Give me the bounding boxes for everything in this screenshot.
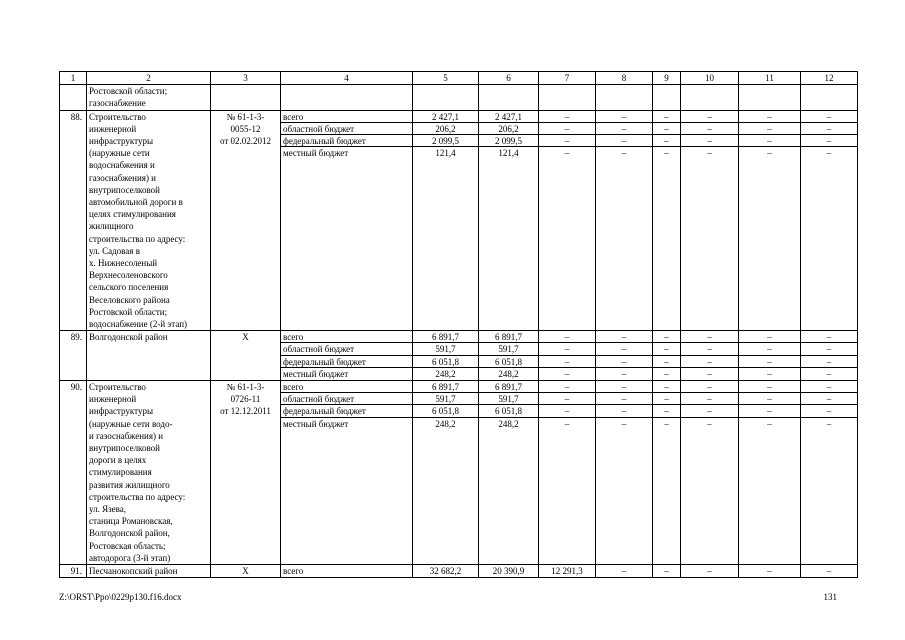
row-number: 91. — [60, 565, 87, 578]
amount-value: – — [767, 368, 772, 379]
amount-value: – — [801, 393, 857, 405]
cell-num — [60, 85, 87, 110]
funding-source: местный бюджет — [283, 418, 349, 429]
amount-value: – — [539, 405, 595, 417]
amount-value: – — [739, 135, 800, 147]
document-reference: Х — [211, 331, 281, 381]
amount-value: – — [564, 418, 570, 429]
row-number: 90. — [60, 381, 87, 565]
column-header: 7 — [539, 72, 596, 85]
amount-cell — [681, 331, 739, 381]
amount-value: – — [681, 405, 738, 417]
table-row — [60, 110, 858, 331]
amount-value: – — [801, 343, 857, 355]
amount-cell — [596, 110, 653, 331]
table-row — [60, 331, 858, 381]
funding-source: областной бюджет — [281, 393, 412, 405]
amount-cell — [596, 331, 653, 381]
amount-value: 206,2 — [413, 123, 478, 135]
amount-cell — [739, 110, 801, 331]
amount-value: – — [653, 356, 680, 368]
amount-value: – — [621, 566, 627, 577]
amount-cell — [479, 381, 539, 565]
amount-value: 6 051,8 — [413, 405, 478, 417]
funding-source: местный бюджет — [283, 368, 349, 379]
amount-cell — [596, 565, 653, 578]
amount-value: – — [826, 566, 832, 577]
amount-value: – — [653, 343, 680, 355]
amount-cell — [413, 381, 479, 565]
amount-value: – — [596, 405, 652, 417]
amount-value: – — [739, 123, 800, 135]
amount-value: – — [681, 393, 738, 405]
funding-source: федеральный бюджет — [281, 356, 412, 368]
amount-value: – — [596, 111, 652, 123]
document-reference: № 61-1-3- 0055-12 от 02.02.2012 — [211, 110, 281, 331]
amount-value: – — [653, 393, 680, 405]
amount-value: – — [596, 356, 652, 368]
funding-source-cell — [281, 381, 413, 565]
amount-value: – — [539, 331, 595, 343]
funding-source: всего — [281, 381, 412, 393]
amount-value: 591,7 — [479, 393, 538, 405]
amount-value: – — [539, 356, 595, 368]
amount-value: 121,4 — [435, 148, 456, 159]
amount-cell — [739, 381, 801, 565]
amount-value: – — [653, 381, 680, 393]
amount-value: 248,2 — [435, 418, 456, 429]
page-number: 131 — [823, 592, 837, 602]
amount-value: – — [801, 381, 857, 393]
amount-value: 6 891,7 — [479, 331, 538, 343]
object-name: Строительство инженерной инфраструктуры (наружные сети водоснабжения и газоснабжения) и внутрипоселковой автомобильной дороги в целях стимулирования жилищного строительства по адресу: ул. Садовая в х. Нижнесоленый Верхнесоленовского сельского поселения Веселовского района Ростовской области; водоснабжение (2-й этап) — [87, 110, 211, 331]
amount-value: – — [539, 343, 595, 355]
amount-value: – — [739, 331, 800, 343]
column-header: 11 — [739, 72, 801, 85]
amount-value: 591,7 — [413, 393, 478, 405]
continuation-row — [60, 85, 858, 110]
amount-value: – — [681, 123, 738, 135]
amount-value: – — [681, 356, 738, 368]
amount-value: – — [826, 368, 832, 379]
amount-cell — [681, 565, 739, 578]
amount-value: – — [681, 381, 738, 393]
amount-cell — [801, 565, 858, 578]
amount-value: – — [681, 331, 738, 343]
amount-value: – — [681, 343, 738, 355]
row-number: 89. — [60, 331, 87, 381]
amount-value: – — [653, 331, 680, 343]
table-row — [60, 381, 858, 565]
amount-value: – — [801, 405, 857, 417]
document-reference: Х — [211, 565, 281, 578]
amount-value: – — [707, 566, 712, 577]
file-path: Z:\ORST\Ppo\0229p130.f16.docx — [59, 592, 182, 602]
amount-cell — [653, 331, 681, 381]
amount-value: – — [596, 393, 652, 405]
amount-value: – — [664, 368, 669, 379]
amount-cell — [739, 565, 801, 578]
amount-value: – — [826, 418, 832, 429]
amount-value: 2 099,5 — [479, 135, 538, 147]
budget-table — [59, 71, 858, 578]
amount-value: – — [664, 148, 669, 159]
funding-source-cell — [281, 565, 413, 578]
amount-value: 248,2 — [498, 418, 519, 429]
funding-source: всего — [281, 111, 412, 123]
amount-value: 6 051,8 — [413, 356, 478, 368]
amount-value: 206,2 — [479, 123, 538, 135]
amount-value: – — [681, 111, 738, 123]
amount-value: – — [596, 135, 652, 147]
funding-source: всего — [283, 566, 304, 577]
amount-value: – — [596, 331, 652, 343]
amount-value: – — [767, 566, 772, 577]
funding-source: областной бюджет — [281, 123, 412, 135]
funding-source: федеральный бюджет — [281, 135, 412, 147]
amount-value: – — [739, 393, 800, 405]
amount-value: – — [739, 356, 800, 368]
column-header: 4 — [281, 72, 413, 85]
amount-value: 32 682,2 — [429, 566, 462, 577]
amount-value: 121,4 — [498, 148, 519, 159]
amount-cell — [596, 381, 653, 565]
funding-source-cell — [281, 110, 413, 331]
amount-value: – — [621, 148, 627, 159]
amount-value: – — [539, 393, 595, 405]
column-header: 2 — [87, 72, 211, 85]
amount-value: – — [801, 356, 857, 368]
amount-value: – — [739, 381, 800, 393]
amount-value: – — [801, 331, 857, 343]
object-name: Строительство инженерной инфраструктуры (наружные сети водо- и газоснабжения) и внутрипоселковой дороги в целях стимулирования развития жилищного строительства по адресу: ул. Язева, станица Романовская, Волгодонской район, Ростовская область; автодорога (3-й этап) — [87, 381, 211, 565]
amount-value: 6 051,8 — [479, 356, 538, 368]
amount-cell — [801, 381, 858, 565]
amount-value: 6 891,7 — [479, 381, 538, 393]
amount-cell — [479, 565, 539, 578]
amount-cell — [653, 565, 681, 578]
amount-value: – — [539, 123, 595, 135]
amount-value: – — [801, 123, 857, 135]
funding-source: всего — [281, 331, 412, 343]
amount-cell — [653, 110, 681, 331]
amount-value: – — [596, 123, 652, 135]
amount-value: 20 390,9 — [492, 566, 525, 577]
amount-value: 6 891,7 — [413, 331, 478, 343]
amount-value: – — [707, 418, 712, 429]
document-reference: № 61-1-3- 0726-11 от 12.12.2011 — [211, 381, 281, 565]
amount-value: 248,2 — [435, 368, 456, 379]
amount-value: – — [596, 343, 652, 355]
amount-value: – — [653, 405, 680, 417]
amount-value: – — [564, 148, 570, 159]
amount-value: 591,7 — [413, 343, 478, 355]
amount-value: 2 427,1 — [479, 111, 538, 123]
amount-value: – — [801, 111, 857, 123]
amount-value: – — [767, 148, 772, 159]
amount-cell — [681, 381, 739, 565]
amount-cell — [739, 331, 801, 381]
amount-value: – — [707, 368, 712, 379]
column-header: 8 — [596, 72, 653, 85]
amount-value: – — [596, 381, 652, 393]
object-name: Песчанокопский район — [87, 565, 211, 578]
amount-value: – — [767, 418, 772, 429]
column-header: 5 — [413, 72, 479, 85]
amount-value: – — [664, 418, 669, 429]
amount-value: – — [826, 148, 832, 159]
amount-cell — [653, 381, 681, 565]
amount-value: 12 291,3 — [551, 566, 583, 577]
amount-cell — [479, 331, 539, 381]
funding-source-cell — [281, 331, 413, 381]
amount-cell — [413, 565, 479, 578]
amount-cell — [539, 565, 596, 578]
amount-cell — [413, 331, 479, 381]
amount-value: – — [539, 381, 595, 393]
amount-cell — [413, 110, 479, 331]
column-header: 10 — [681, 72, 739, 85]
amount-cell — [681, 110, 739, 331]
column-header: 9 — [653, 72, 681, 85]
amount-value: 6 051,8 — [479, 405, 538, 417]
amount-value: – — [539, 111, 595, 123]
amount-value: – — [681, 135, 738, 147]
table-row — [60, 565, 858, 578]
amount-value: 6 891,7 — [413, 381, 478, 393]
amount-cell — [479, 110, 539, 331]
column-header: 6 — [479, 72, 539, 85]
amount-cell — [539, 331, 596, 381]
amount-value: – — [621, 368, 627, 379]
amount-value: 2 427,1 — [413, 111, 478, 123]
funding-source: федеральный бюджет — [281, 405, 412, 417]
amount-value: – — [564, 368, 570, 379]
amount-cell — [801, 331, 858, 381]
amount-value: – — [653, 135, 680, 147]
column-header: 1 — [60, 72, 87, 85]
amount-cell — [801, 110, 858, 331]
funding-source: местный бюджет — [283, 148, 349, 159]
funding-source: областной бюджет — [281, 343, 412, 355]
amount-cell — [539, 110, 596, 331]
column-number-row — [60, 72, 858, 85]
amount-cell — [539, 381, 596, 565]
row-number: 88. — [60, 110, 87, 331]
object-name: Волгодонской район — [87, 331, 211, 381]
column-header: 12 — [801, 72, 858, 85]
amount-value: – — [621, 418, 627, 429]
cell-name: Ростовской области; газоснабжение — [87, 85, 211, 110]
amount-value: – — [664, 566, 669, 577]
amount-value: – — [653, 111, 680, 123]
column-header: 3 — [211, 72, 281, 85]
amount-value: – — [739, 343, 800, 355]
table-body — [60, 72, 858, 578]
amount-value: – — [801, 135, 857, 147]
amount-value: – — [539, 135, 595, 147]
amount-value: 2 099,5 — [413, 135, 478, 147]
amount-value: 248,2 — [498, 368, 519, 379]
amount-value: – — [739, 111, 800, 123]
amount-value: 591,7 — [479, 343, 538, 355]
amount-value: – — [707, 148, 712, 159]
amount-value: – — [739, 405, 800, 417]
amount-value: – — [653, 123, 680, 135]
